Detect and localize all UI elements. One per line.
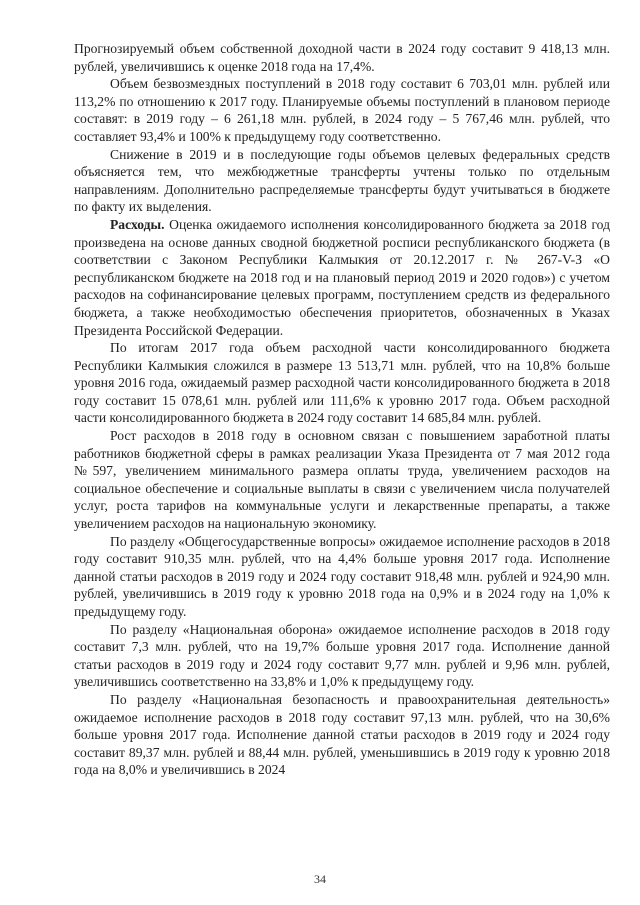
paragraph-text: По итогам 2017 года объем расходной части консолидированного бюджета Республики Калмыкия сложился в размере 13 513,71 млн. рублей, что на 10,8% больше уровня 2016 года, ожидаемый размер расходной части консолидированного бюджета в 2018 году составит 15 078,61 млн. рублей или 111,6% к уровню 2017 года. Объем расходной части консолидированного бюджета в 2024 году составит 14 685,84 млн. рублей. xyxy=(74,340,610,426)
paragraph-text: Снижение в 2019 и в последующие годы объемов целевых федеральных средств объясняется тем, что межбюджетные трансферты учтены только по отдельным направлениям. Дополнительно распределяемые трансферты будут учитываться в бюджете по факту их выделения. xyxy=(74,146,610,215)
paragraph-text: Прогнозируемый объем собственной доходной части в 2024 году составит 9 418,13 млн. рублей, увеличившись к оценке 2018 года на 17,4%. xyxy=(74,41,610,74)
document-body xyxy=(74,40,610,779)
paragraph-text: По разделу «Национальная безопасность и правоохранительная деятельность» ожидаемое исполнение расходов в 2018 году составит 97,13 млн. рублей, что на 30,6% больше уровня 2017 года. Исполнение данной статьи расходов в 2019 году и 2024 году составит 89,37 млн. рублей и 88,44 млн. рублей, уменьшившись в 2019 году к уровню 2018 года на 8,0% и увеличившись в 2024 xyxy=(74,691,610,778)
paragraph xyxy=(74,40,610,75)
paragraph-text: По разделу «Национальная оборона» ожидаемое исполнение расходов в 2018 году составит 7,3 млн. рублей, что на 19,7% больше уровня 2017 года. Исполнение данной статьи расходов в 2019 году и 2024 году составит 9,77 млн. рублей и 9,96 млн. рублей, увеличившись соответственно на 33,8% и 1,0% к предыдущему году. xyxy=(74,621,610,690)
paragraph-text: По разделу «Общегосударственные вопросы» ожидаемое исполнение расходов в 2018 году составит 910,35 млн. рублей, что на 4,4% больше уровня 2017 года. Исполнение данной статьи расходов в 2019 году и 2024 году составит 918,48 млн. рублей и 924,90 млн. рублей, увеличившись в 2019 году к уровню 2018 года на 0,9% и в 2024 году на 1,0% к предыдущему году. xyxy=(74,533,610,619)
paragraph-text: Оценка ожидаемого исполнения консолидированного бюджета за 2018 год произведена на основе данных сводной бюджетной росписи республиканского бюджета (в соответствии с Законом Республики Калмыкия от 20.12.2017 г. № 267-V-З «О республиканском бюджете на 2018 год и на плановый период 2019 и 2020 годов») с учетом расходов на софинансирование целевых программ, поступлением средств из федерального бюджета, а также необходимостью обеспечения приоритетов, обозначенных в Указах Президента Российской Федерации. xyxy=(74,216,610,338)
paragraph-text: Рост расходов в 2018 году в основном связан с повышением заработной платы работников бюджетной сферы в рамках реализации Указа Президента от 7 мая 2012 года №597, увеличением минимального размера оплаты труда, увеличением расходов на социальное обеспечение и социальные выплаты в связи с увеличением числа получателей услуг, роста тарифов на коммунальные услуги и лекарственные препараты, а также увеличением расходов на национальную экономику. xyxy=(74,428,610,532)
paragraph xyxy=(74,691,610,779)
paragraph xyxy=(74,216,610,339)
paragraph xyxy=(74,339,610,427)
paragraph xyxy=(74,621,610,691)
paragraph xyxy=(74,146,610,216)
paragraph xyxy=(74,427,610,533)
page-number: 34 xyxy=(314,872,326,886)
paragraph-text: Объем безвозмездных поступлений в 2018 году составит 6 703,01 млн. рублей или 113,2% по отношению к 2017 году. Планируемые объемы поступлений в плановом периоде составят: в 2019 году – 6 261,18 млн. рублей, в 2024 году – 5 767,46 млн. рублей, что составляет 93,4% и 100% к предыдущему году соответственно. xyxy=(74,76,610,144)
paragraph xyxy=(74,533,610,621)
paragraph xyxy=(74,75,610,145)
paragraph-lead: Расходы. xyxy=(110,216,165,232)
